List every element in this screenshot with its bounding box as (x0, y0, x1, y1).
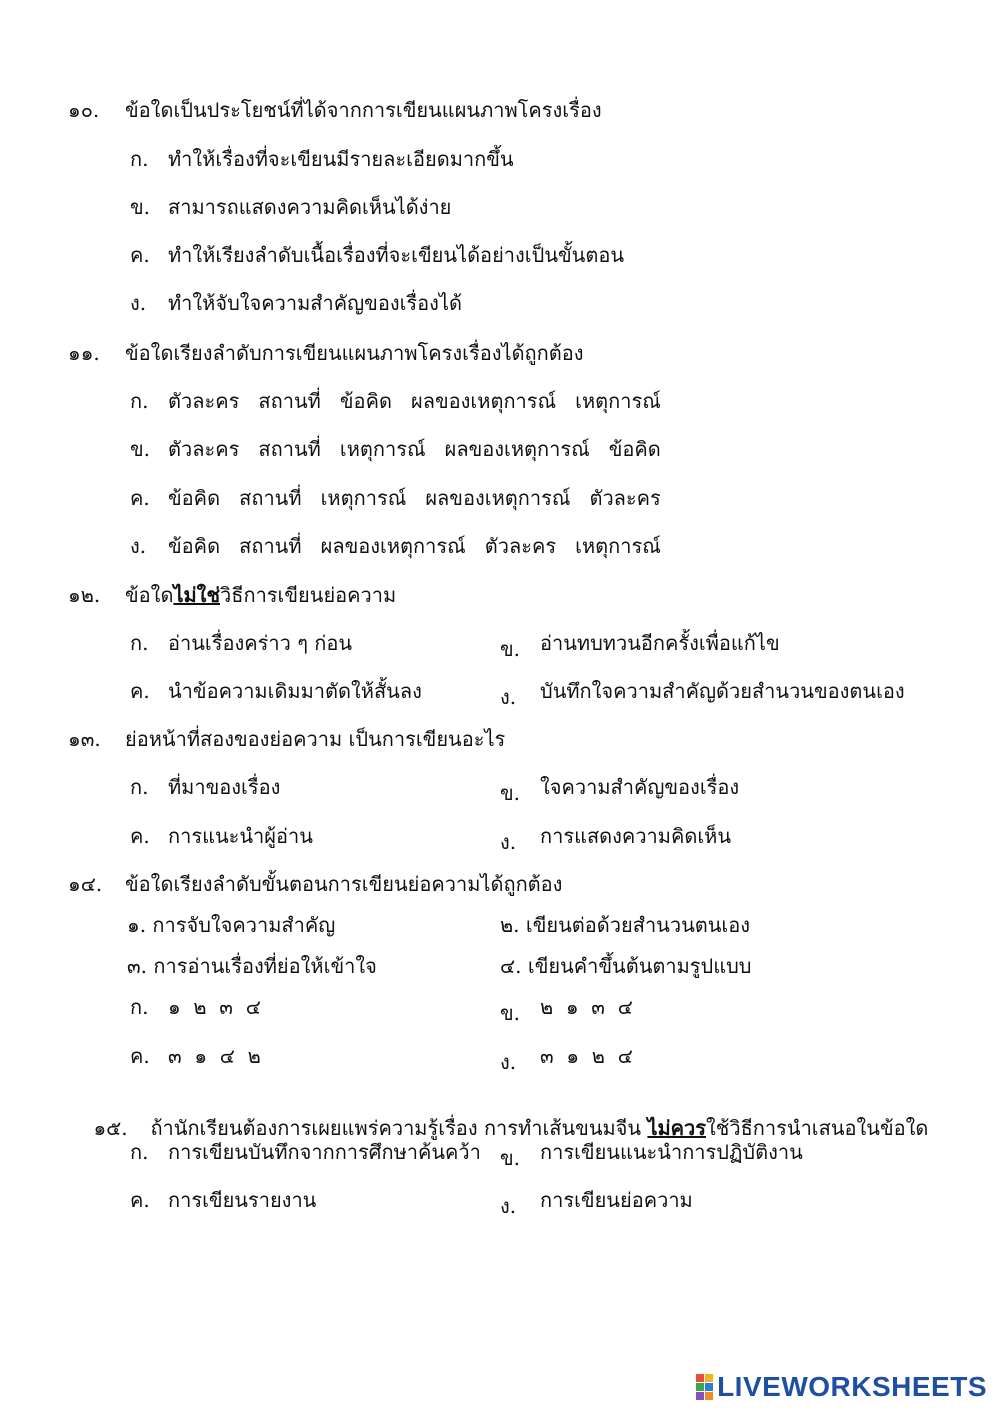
question-text: ย่อหน้าที่สองของย่อความ เป็นการเขียนอะไร (125, 727, 506, 751)
option-c[interactable]: ค. การแนะนำผู้อ่าน (130, 824, 313, 848)
option-d[interactable]: ง. บันทึกใจความสำคัญด้วยสำนวนของตนเอง (500, 679, 905, 709)
question-text: ข้อใดเรียงลำดับการเขียนแผนภาพโครงเรื่องได้ถูกต้อง (125, 341, 584, 365)
option-b[interactable]: ข. ๒ ๑ ๓ ๔ (500, 995, 633, 1025)
option-d[interactable]: ง. ทำให้จับใจความสำคัญของเรื่องได้ (130, 291, 462, 315)
option-a[interactable]: ก. ทำให้เรื่องที่จะเขียนมีรายละเอียดมากขึ้น (130, 147, 514, 171)
option-b[interactable]: ข. ใจความสำคัญของเรื่อง (500, 775, 740, 805)
option-a[interactable]: ก. ตัวละคร สถานที่ ข้อคิด ผลของเหตุการณ์ เหตุการณ์ (130, 389, 661, 413)
question-14 (68, 868, 562, 900)
option-a[interactable]: ก. ๑ ๒ ๓ ๔ (130, 995, 261, 1019)
option-b[interactable]: ข. สามารถแสดงความคิดเห็นได้ง่าย (130, 195, 452, 219)
step-2: ๒. เขียนต่อด้วยสำนวนตนเอง (500, 913, 751, 937)
question-12: ๑๒. ข้อใดไม่ใช่วิธีการเขียนย่อความ (68, 579, 396, 611)
emphasis-not: ไม่ใช่ (173, 583, 221, 607)
option-c[interactable]: ค. ๓ ๑ ๔ ๒ (130, 1044, 261, 1068)
option-d[interactable]: ง. ข้อคิด สถานที่ ผลของเหตุการณ์ ตัวละคร เหตุการณ์ (130, 534, 661, 558)
question-number: ๑๑. (68, 341, 100, 365)
question-13 (68, 723, 505, 755)
question-text: ข้อใดเป็นประโยชน์ที่ได้จากการเขียนแผนภาพโครงเรื่อง (125, 98, 602, 122)
question-15: ๑๕. ถ้านักเรียนต้องการเผยแพร่ความรู้เรื่อง การทำเส้นขนมจีน ไม่ควรใช้วิธีการนำเสนอในข้อใด (68, 1088, 928, 1168)
question-number: ๑๔. (68, 872, 103, 896)
question-text: ข้อใดเรียงลำดับขั้นตอนการเขียนย่อความได้ถูกต้อง (125, 872, 563, 896)
question-number: ๑๕. (93, 1116, 128, 1140)
option-a[interactable]: ก. การเขียนบันทึกจากการศึกษาค้นคว้า (130, 1140, 481, 1164)
option-b[interactable]: ข. ตัวละคร สถานที่ เหตุการณ์ ผลของเหตุการณ์ ข้อคิด (130, 437, 661, 461)
question-11 (68, 337, 584, 369)
question-number: ๑๒. (68, 583, 101, 607)
option-b[interactable]: ข. การเขียนแนะนำการปฏิบัติงาน (500, 1140, 803, 1170)
liveworksheets-logo (696, 1371, 987, 1403)
emphasis-should-not: ไม่ควร (647, 1116, 707, 1140)
option-b[interactable]: ข. อ่านทบทวนอีกครั้งเพื่อแก้ไข (500, 631, 780, 661)
option-c[interactable]: ค. นำข้อความเดิมมาตัดให้สั้นลง (130, 679, 422, 703)
option-c[interactable]: ค. ทำให้เรียงลำดับเนื้อเรื่องที่จะเขียนได้อย่างเป็นขั้นตอน (130, 243, 625, 267)
option-d[interactable]: ง. การแสดงความคิดเห็น (500, 824, 732, 854)
step-1: ๑. การจับใจความสำคัญ (127, 913, 336, 937)
step-4: ๔. เขียนคำขึ้นต้นตามรูปแบบ (500, 954, 752, 978)
option-d[interactable]: ง. ๓ ๑ ๒ ๔ (500, 1044, 633, 1074)
question-10 (68, 94, 602, 126)
step-3: ๓. การอ่านเรื่องที่ย่อให้เข้าใจ (127, 954, 377, 978)
question-number: ๑๓. (68, 727, 101, 751)
option-a[interactable]: ก. ที่มาของเรื่อง (130, 775, 281, 799)
logo-icon (696, 1374, 713, 1400)
option-c[interactable]: ค. การเขียนรายงาน (130, 1188, 317, 1212)
brand-name: LIVEWORKSHEETS (717, 1371, 987, 1402)
question-number: ๑๐. (68, 98, 100, 122)
option-a[interactable]: ก. อ่านเรื่องคร่าว ๆ ก่อน (130, 631, 353, 655)
option-c[interactable]: ค. ข้อคิด สถานที่ เหตุการณ์ ผลของเหตุการณ์ ตัวละคร (130, 486, 661, 510)
option-d[interactable]: ง. การเขียนย่อความ (500, 1188, 693, 1218)
